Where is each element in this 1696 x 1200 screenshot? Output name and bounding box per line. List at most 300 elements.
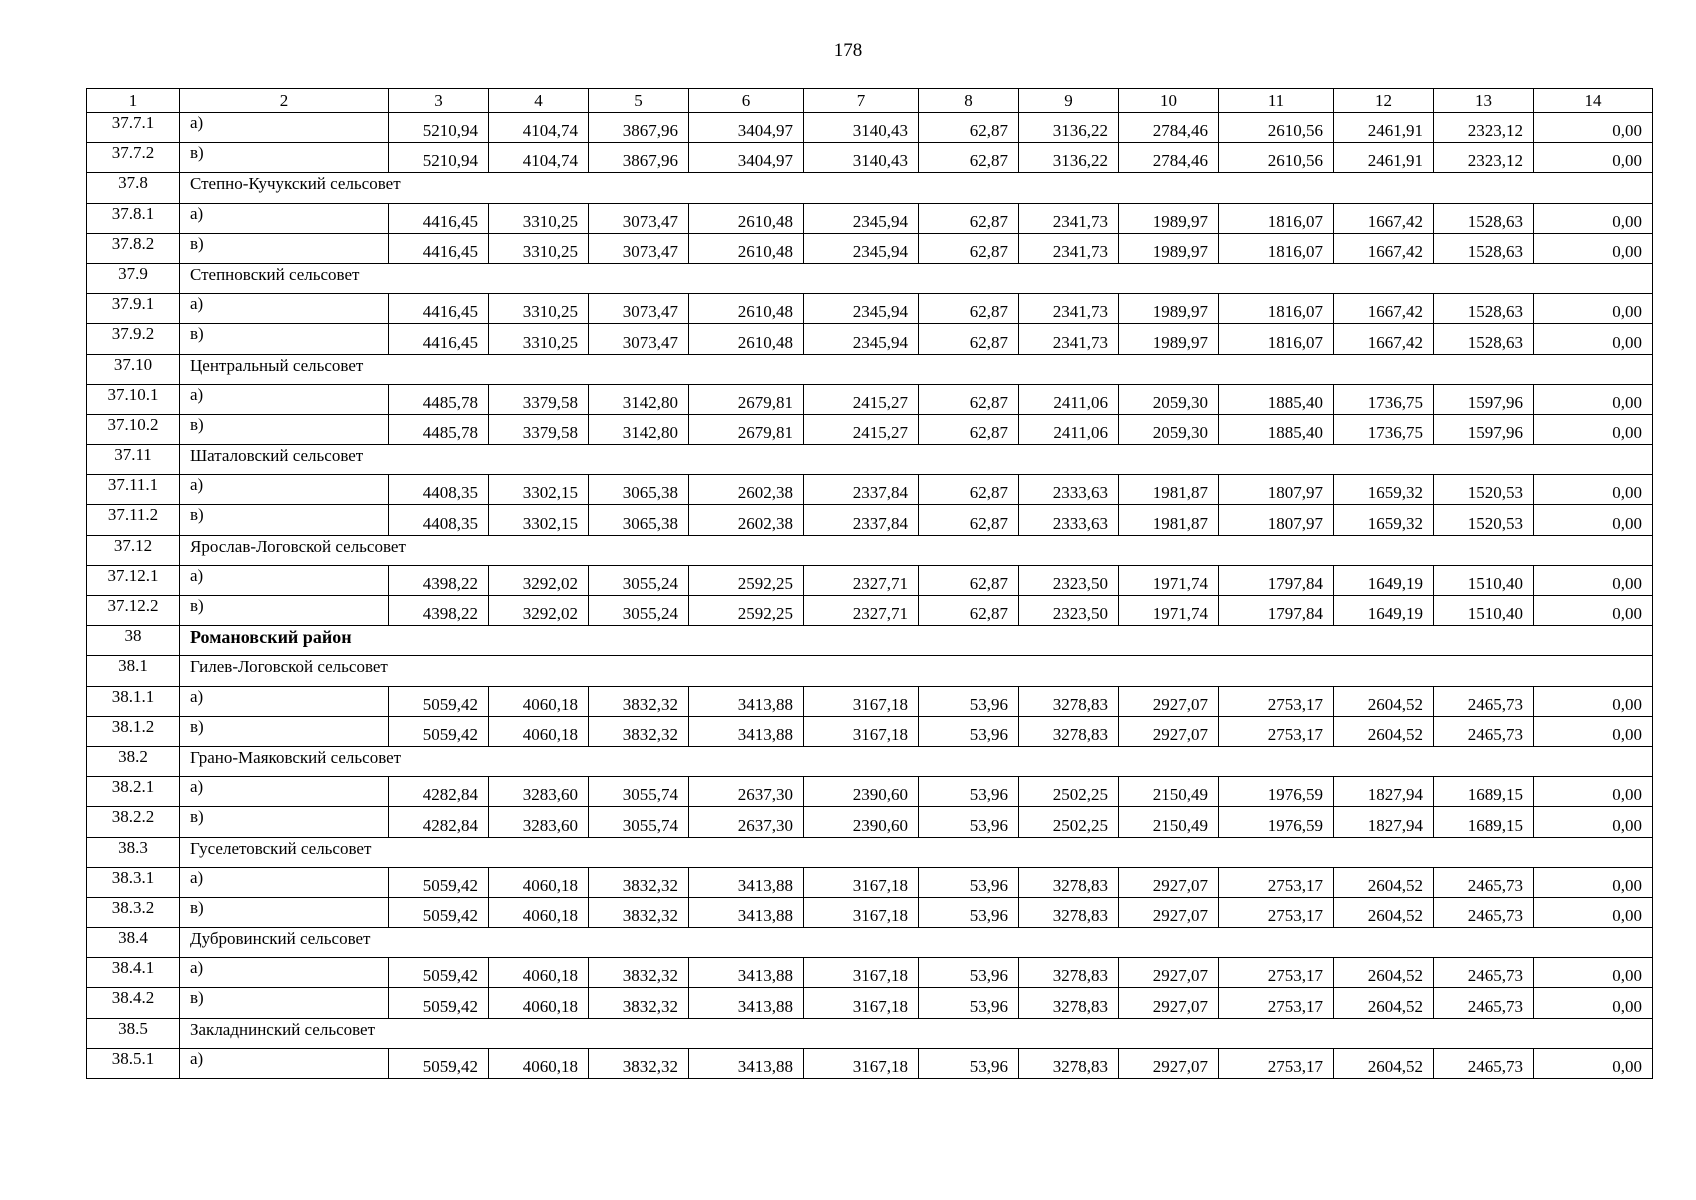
value-cell: 4060,18 [489,716,589,746]
district-title: Романовский район [180,626,1653,656]
section-title: Закладнинский сельсовет [180,1018,1653,1048]
section-code: 37.11 [87,445,180,475]
value-cell: 2465,73 [1434,716,1534,746]
value-cell: 3302,15 [489,505,589,535]
value-cell: 62,87 [919,203,1019,233]
value-cell: 2784,46 [1119,143,1219,173]
value-cell: 3413,88 [689,867,804,897]
section-code: 38.5 [87,1018,180,1048]
row-label: а) [180,777,389,807]
value-cell: 4060,18 [489,867,589,897]
page-number: 178 [833,40,863,61]
value-cell: 2059,30 [1119,384,1219,414]
value-cell: 2150,49 [1119,777,1219,807]
value-cell: 0,00 [1534,324,1653,354]
value-cell: 5210,94 [389,113,489,143]
value-cell: 1816,07 [1219,294,1334,324]
row-label: в) [180,807,389,837]
value-cell: 0,00 [1534,294,1653,324]
value-cell: 5059,42 [389,958,489,988]
value-cell: 3055,74 [589,807,689,837]
value-cell: 0,00 [1534,414,1653,444]
value-cell: 62,87 [919,414,1019,444]
value-cell: 3832,32 [589,686,689,716]
value-cell: 4416,45 [389,294,489,324]
value-cell: 62,87 [919,596,1019,626]
row-label: а) [180,294,389,324]
value-cell: 2345,94 [804,294,919,324]
value-cell: 2604,52 [1334,867,1434,897]
section-code: 38 [87,626,180,656]
value-cell: 2753,17 [1219,988,1334,1018]
value-cell: 1971,74 [1119,596,1219,626]
value-cell: 2415,27 [804,384,919,414]
value-cell: 3310,25 [489,324,589,354]
value-cell: 2465,73 [1434,988,1534,1018]
value-cell: 3832,32 [589,1048,689,1078]
value-cell: 3278,83 [1019,988,1119,1018]
row-code: 37.8.2 [87,233,180,263]
value-cell: 3055,24 [589,596,689,626]
value-cell: 3136,22 [1019,113,1119,143]
section-code: 38.3 [87,837,180,867]
value-cell: 2610,48 [689,203,804,233]
value-cell: 3167,18 [804,988,919,1018]
value-cell: 4485,78 [389,414,489,444]
row-label: а) [180,565,389,595]
value-cell: 3404,97 [689,143,804,173]
row-label: в) [180,716,389,746]
row-code: 38.2.2 [87,807,180,837]
value-cell: 2333,63 [1019,505,1119,535]
section-code: 37.9 [87,263,180,293]
value-cell: 3379,58 [489,384,589,414]
value-cell: 0,00 [1534,565,1653,595]
value-cell: 4104,74 [489,113,589,143]
column-header: 2 [180,89,389,113]
value-cell: 3073,47 [589,324,689,354]
section-code: 37.10 [87,354,180,384]
section-row [87,445,1653,475]
value-cell: 3832,32 [589,867,689,897]
value-cell: 2604,52 [1334,716,1434,746]
value-cell: 1659,32 [1334,475,1434,505]
value-cell: 2345,94 [804,324,919,354]
value-cell: 1689,15 [1434,777,1534,807]
column-header: 14 [1534,89,1653,113]
row-label: а) [180,203,389,233]
value-cell: 3413,88 [689,897,804,927]
value-cell: 4408,35 [389,505,489,535]
value-cell: 2341,73 [1019,294,1119,324]
value-cell: 2465,73 [1434,958,1534,988]
row-code: 37.7.1 [87,113,180,143]
value-cell: 2753,17 [1219,897,1334,927]
value-cell: 4282,84 [389,777,489,807]
value-cell: 4104,74 [489,143,589,173]
value-cell: 3283,60 [489,777,589,807]
value-cell: 0,00 [1534,475,1653,505]
value-cell: 1520,53 [1434,475,1534,505]
column-header: 6 [689,89,804,113]
value-cell: 2637,30 [689,807,804,837]
value-cell: 2602,38 [689,475,804,505]
value-cell: 3167,18 [804,716,919,746]
table-row [87,777,1653,807]
value-cell: 1797,84 [1219,565,1334,595]
row-code: 38.3.2 [87,897,180,927]
value-cell: 2323,50 [1019,565,1119,595]
value-cell: 3832,32 [589,716,689,746]
column-header: 3 [389,89,489,113]
table-row [87,324,1653,354]
value-cell: 5059,42 [389,867,489,897]
value-cell: 1989,97 [1119,324,1219,354]
value-cell: 1989,97 [1119,203,1219,233]
value-cell: 4060,18 [489,1048,589,1078]
value-cell: 1736,75 [1334,384,1434,414]
value-cell: 1520,53 [1434,505,1534,535]
value-cell: 2465,73 [1434,686,1534,716]
value-cell: 0,00 [1534,233,1653,263]
row-code: 37.10.2 [87,414,180,444]
value-cell: 3404,97 [689,113,804,143]
section-title: Гуселетовский сельсовет [180,837,1653,867]
value-cell: 2927,07 [1119,867,1219,897]
value-cell: 62,87 [919,384,1019,414]
row-label: в) [180,233,389,263]
row-label: в) [180,596,389,626]
row-code: 37.12.2 [87,596,180,626]
value-cell: 5059,42 [389,716,489,746]
value-cell: 3278,83 [1019,867,1119,897]
value-cell: 2927,07 [1119,958,1219,988]
row-code: 38.3.1 [87,867,180,897]
value-cell: 4485,78 [389,384,489,414]
value-cell: 2323,50 [1019,596,1119,626]
tariff-table [86,88,1653,1079]
value-cell: 3310,25 [489,203,589,233]
value-cell: 3292,02 [489,596,589,626]
value-cell: 3283,60 [489,807,589,837]
value-cell: 0,00 [1534,686,1653,716]
column-header: 1 [87,89,180,113]
value-cell: 2610,56 [1219,143,1334,173]
value-cell: 2610,48 [689,294,804,324]
table-row [87,475,1653,505]
value-cell: 2784,46 [1119,113,1219,143]
header-row [87,89,1653,113]
value-cell: 1597,96 [1434,384,1534,414]
value-cell: 1667,42 [1334,294,1434,324]
value-cell: 1689,15 [1434,807,1534,837]
value-cell: 3413,88 [689,988,804,1018]
table-row [87,958,1653,988]
section-row [87,173,1653,203]
value-cell: 1649,19 [1334,596,1434,626]
value-cell: 62,87 [919,505,1019,535]
table-row [87,565,1653,595]
value-cell: 62,87 [919,143,1019,173]
table-row [87,596,1653,626]
column-header: 10 [1119,89,1219,113]
row-label: в) [180,414,389,444]
value-cell: 3142,80 [589,414,689,444]
row-code: 38.2.1 [87,777,180,807]
section-row [87,928,1653,958]
value-cell: 2610,56 [1219,113,1334,143]
value-cell: 4408,35 [389,475,489,505]
value-cell: 2337,84 [804,505,919,535]
row-label: а) [180,958,389,988]
value-cell: 3073,47 [589,203,689,233]
section-title: Степно-Кучукский сельсовет [180,173,1653,203]
value-cell: 3413,88 [689,716,804,746]
value-cell: 3167,18 [804,867,919,897]
value-cell: 3867,96 [589,143,689,173]
value-cell: 1981,87 [1119,505,1219,535]
value-cell: 2323,12 [1434,113,1534,143]
row-code: 38.4.2 [87,988,180,1018]
value-cell: 2390,60 [804,807,919,837]
value-cell: 2604,52 [1334,958,1434,988]
value-cell: 1528,63 [1434,203,1534,233]
column-header: 8 [919,89,1019,113]
row-label: а) [180,475,389,505]
row-code: 37.11.2 [87,505,180,535]
column-header: 12 [1334,89,1434,113]
value-cell: 53,96 [919,897,1019,927]
value-cell: 62,87 [919,475,1019,505]
table-row [87,1048,1653,1078]
column-header: 13 [1434,89,1534,113]
column-header: 9 [1019,89,1119,113]
value-cell: 1885,40 [1219,384,1334,414]
value-cell: 2341,73 [1019,203,1119,233]
value-cell: 1976,59 [1219,807,1334,837]
value-cell: 2637,30 [689,777,804,807]
value-cell: 5059,42 [389,897,489,927]
value-cell: 1659,32 [1334,505,1434,535]
value-cell: 2345,94 [804,233,919,263]
value-cell: 3073,47 [589,294,689,324]
value-cell: 3302,15 [489,475,589,505]
value-cell: 2341,73 [1019,324,1119,354]
value-cell: 2927,07 [1119,988,1219,1018]
value-cell: 2604,52 [1334,988,1434,1018]
value-cell: 2753,17 [1219,686,1334,716]
value-cell: 0,00 [1534,1048,1653,1078]
value-cell: 0,00 [1534,596,1653,626]
section-row [87,837,1653,867]
value-cell: 2502,25 [1019,807,1119,837]
table-row [87,113,1653,143]
value-cell: 4416,45 [389,233,489,263]
value-cell: 2753,17 [1219,867,1334,897]
value-cell: 53,96 [919,807,1019,837]
value-cell: 2341,73 [1019,233,1119,263]
value-cell: 5059,42 [389,1048,489,1078]
row-code: 37.9.2 [87,324,180,354]
section-row [87,656,1653,686]
table-row [87,897,1653,927]
value-cell: 2610,48 [689,233,804,263]
row-code: 37.9.1 [87,294,180,324]
table-row [87,414,1653,444]
value-cell: 2592,25 [689,596,804,626]
value-cell: 4060,18 [489,988,589,1018]
value-cell: 53,96 [919,777,1019,807]
value-cell: 0,00 [1534,807,1653,837]
row-label: а) [180,686,389,716]
table-row [87,384,1653,414]
row-label: а) [180,384,389,414]
value-cell: 62,87 [919,233,1019,263]
table-row [87,233,1653,263]
row-code: 37.12.1 [87,565,180,595]
row-code: 38.4.1 [87,958,180,988]
row-code: 37.7.2 [87,143,180,173]
value-cell: 3167,18 [804,1048,919,1078]
value-cell: 4060,18 [489,897,589,927]
value-cell: 2753,17 [1219,958,1334,988]
value-cell: 53,96 [919,988,1019,1018]
value-cell: 3065,38 [589,475,689,505]
value-cell: 4416,45 [389,203,489,233]
value-cell: 1976,59 [1219,777,1334,807]
value-cell: 0,00 [1534,716,1653,746]
section-title: Шаталовский сельсовет [180,445,1653,475]
column-header: 4 [489,89,589,113]
value-cell: 2327,71 [804,565,919,595]
value-cell: 3413,88 [689,686,804,716]
value-cell: 2323,12 [1434,143,1534,173]
section-title: Грано-Маяковский сельсовет [180,746,1653,776]
value-cell: 1528,63 [1434,294,1534,324]
value-cell: 3278,83 [1019,716,1119,746]
value-cell: 5210,94 [389,143,489,173]
value-cell: 1649,19 [1334,565,1434,595]
value-cell: 3167,18 [804,686,919,716]
value-cell: 53,96 [919,686,1019,716]
value-cell: 3379,58 [489,414,589,444]
table-row [87,988,1653,1018]
value-cell: 2753,17 [1219,716,1334,746]
value-cell: 2927,07 [1119,716,1219,746]
value-cell: 1989,97 [1119,294,1219,324]
value-cell: 2411,06 [1019,414,1119,444]
row-label: в) [180,988,389,1018]
value-cell: 2602,38 [689,505,804,535]
section-title: Дубровинский сельсовет [180,928,1653,958]
value-cell: 1971,74 [1119,565,1219,595]
column-header: 11 [1219,89,1334,113]
value-cell: 1597,96 [1434,414,1534,444]
value-cell: 2461,91 [1334,113,1434,143]
section-code: 37.8 [87,173,180,203]
value-cell: 4060,18 [489,958,589,988]
table-row [87,143,1653,173]
column-header: 5 [589,89,689,113]
table-body [87,89,1653,1079]
section-row [87,746,1653,776]
section-row [87,535,1653,565]
row-code: 38.5.1 [87,1048,180,1078]
value-cell: 53,96 [919,716,1019,746]
value-cell: 3136,22 [1019,143,1119,173]
value-cell: 1528,63 [1434,324,1534,354]
column-header: 7 [804,89,919,113]
value-cell: 1989,97 [1119,233,1219,263]
value-cell: 3413,88 [689,1048,804,1078]
value-cell: 3073,47 [589,233,689,263]
value-cell: 2604,52 [1334,897,1434,927]
value-cell: 3140,43 [804,143,919,173]
value-cell: 3167,18 [804,897,919,927]
section-title: Центральный сельсовет [180,354,1653,384]
value-cell: 0,00 [1534,867,1653,897]
table-row [87,867,1653,897]
table-row [87,294,1653,324]
value-cell: 1667,42 [1334,324,1434,354]
value-cell: 3413,88 [689,958,804,988]
value-cell: 2465,73 [1434,1048,1534,1078]
row-label: в) [180,505,389,535]
value-cell: 3065,38 [589,505,689,535]
value-cell: 1827,94 [1334,777,1434,807]
value-cell: 62,87 [919,565,1019,595]
value-cell: 2592,25 [689,565,804,595]
value-cell: 53,96 [919,958,1019,988]
row-label: в) [180,143,389,173]
value-cell: 3278,83 [1019,1048,1119,1078]
value-cell: 3292,02 [489,565,589,595]
value-cell: 62,87 [919,294,1019,324]
row-code: 38.1.1 [87,686,180,716]
row-label: а) [180,867,389,897]
value-cell: 2345,94 [804,203,919,233]
value-cell: 3142,80 [589,384,689,414]
value-cell: 0,00 [1534,505,1653,535]
value-cell: 1510,40 [1434,565,1534,595]
value-cell: 1736,75 [1334,414,1434,444]
section-code: 38.4 [87,928,180,958]
value-cell: 3278,83 [1019,686,1119,716]
value-cell: 2337,84 [804,475,919,505]
value-cell: 0,00 [1534,958,1653,988]
row-code: 38.1.2 [87,716,180,746]
value-cell: 4398,22 [389,596,489,626]
table-row [87,716,1653,746]
value-cell: 1667,42 [1334,233,1434,263]
value-cell: 4060,18 [489,686,589,716]
value-cell: 62,87 [919,324,1019,354]
value-cell: 3055,24 [589,565,689,595]
value-cell: 3278,83 [1019,897,1119,927]
value-cell: 3310,25 [489,233,589,263]
value-cell: 1885,40 [1219,414,1334,444]
value-cell: 1816,07 [1219,203,1334,233]
section-title: Гилев-Логовской сельсовет [180,656,1653,686]
value-cell: 1981,87 [1119,475,1219,505]
value-cell: 3140,43 [804,113,919,143]
value-cell: 2461,91 [1334,143,1434,173]
value-cell: 1807,97 [1219,505,1334,535]
value-cell: 0,00 [1534,113,1653,143]
row-code: 37.10.1 [87,384,180,414]
value-cell: 3867,96 [589,113,689,143]
value-cell: 3832,32 [589,958,689,988]
